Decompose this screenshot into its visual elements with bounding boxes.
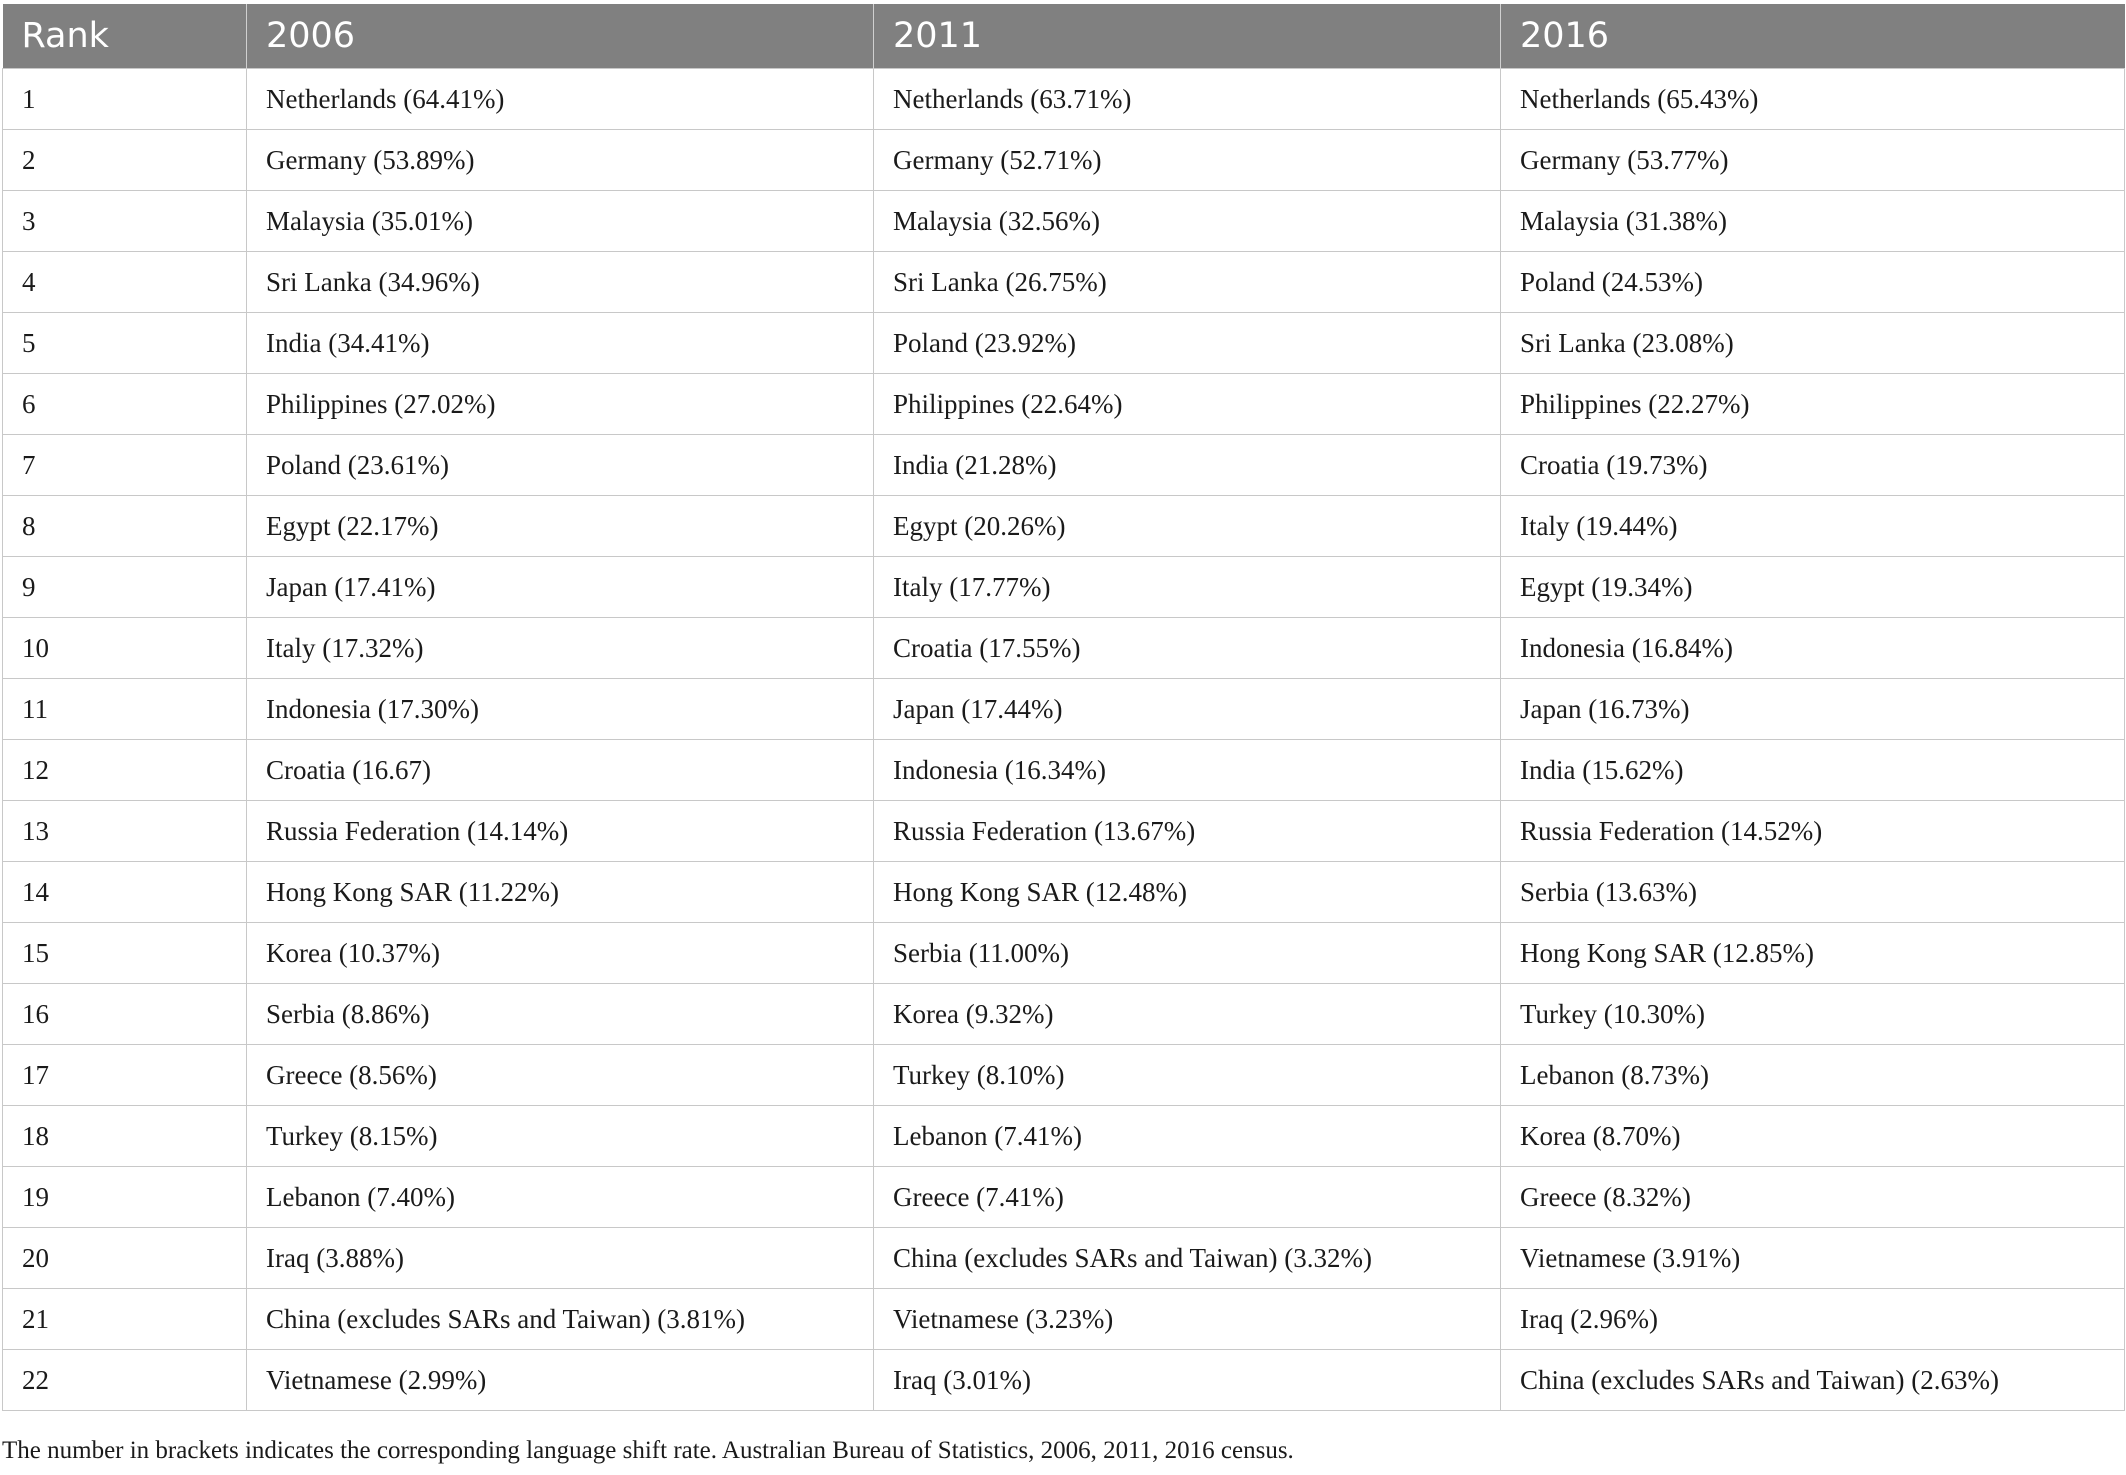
table-row [3, 374, 2125, 435]
cell-2016: Malaysia (31.38%) [1501, 191, 2125, 252]
rank-cell: 22 [3, 1350, 247, 1411]
table-row [3, 1045, 2125, 1106]
table-footnote: The number in brackets indicates the corresponding language shift rate. Australian Bureau of Statistics, 2006, 2011, 2016 census. [2, 1437, 1294, 1464]
cell-2006: Egypt (22.17%) [247, 496, 874, 557]
cell-2011: Indonesia (16.34%) [874, 740, 1501, 801]
table-row [3, 1289, 2125, 1350]
rank-cell: 21 [3, 1289, 247, 1350]
rank-cell: 20 [3, 1228, 247, 1289]
cell-2006: Lebanon (7.40%) [247, 1167, 874, 1228]
cell-2016: Philippines (22.27%) [1501, 374, 2125, 435]
rank-cell: 3 [3, 191, 247, 252]
cell-2016: Germany (53.77%) [1501, 130, 2125, 191]
table-row [3, 679, 2125, 740]
table-row [3, 557, 2125, 618]
rank-cell: 16 [3, 984, 247, 1045]
cell-2016: Hong Kong SAR (12.85%) [1501, 923, 2125, 984]
rank-cell: 18 [3, 1106, 247, 1167]
table-row [3, 130, 2125, 191]
cell-2016: Italy (19.44%) [1501, 496, 2125, 557]
cell-2011: Iraq (3.01%) [874, 1350, 1501, 1411]
rank-cell: 7 [3, 435, 247, 496]
rank-cell: 17 [3, 1045, 247, 1106]
cell-2016: India (15.62%) [1501, 740, 2125, 801]
cell-2011: Russia Federation (13.67%) [874, 801, 1501, 862]
cell-2006: Netherlands (64.41%) [247, 69, 874, 130]
cell-2016: Indonesia (16.84%) [1501, 618, 2125, 679]
cell-2006: Turkey (8.15%) [247, 1106, 874, 1167]
cell-2006: Germany (53.89%) [247, 130, 874, 191]
cell-2006: Greece (8.56%) [247, 1045, 874, 1106]
cell-2006: Sri Lanka (34.96%) [247, 252, 874, 313]
table-row [3, 496, 2125, 557]
table-row [3, 1106, 2125, 1167]
cell-2006: Russia Federation (14.14%) [247, 801, 874, 862]
cell-2016: Korea (8.70%) [1501, 1106, 2125, 1167]
cell-2016: Sri Lanka (23.08%) [1501, 313, 2125, 374]
cell-2016: Croatia (19.73%) [1501, 435, 2125, 496]
cell-2016: Iraq (2.96%) [1501, 1289, 2125, 1350]
cell-2006: Iraq (3.88%) [247, 1228, 874, 1289]
rank-cell: 9 [3, 557, 247, 618]
cell-2006: Indonesia (17.30%) [247, 679, 874, 740]
table-row [3, 1228, 2125, 1289]
cell-2011: Poland (23.92%) [874, 313, 1501, 374]
table-row [3, 69, 2125, 130]
rank-cell: 5 [3, 313, 247, 374]
header-2006: 2006 [247, 4, 874, 69]
rank-cell: 6 [3, 374, 247, 435]
rank-cell: 8 [3, 496, 247, 557]
cell-2011: Croatia (17.55%) [874, 618, 1501, 679]
table-row [3, 435, 2125, 496]
cell-2016: Greece (8.32%) [1501, 1167, 2125, 1228]
rank-cell: 12 [3, 740, 247, 801]
table-row [3, 984, 2125, 1045]
header-row [3, 4, 2125, 69]
cell-2016: Serbia (13.63%) [1501, 862, 2125, 923]
cell-2006: Philippines (27.02%) [247, 374, 874, 435]
cell-2006: Malaysia (35.01%) [247, 191, 874, 252]
cell-2011: Germany (52.71%) [874, 130, 1501, 191]
table-row [3, 618, 2125, 679]
cell-2011: Netherlands (63.71%) [874, 69, 1501, 130]
cell-2016: China (excludes SARs and Taiwan) (2.63%) [1501, 1350, 2125, 1411]
table-row [3, 1167, 2125, 1228]
cell-2006: Serbia (8.86%) [247, 984, 874, 1045]
cell-2006: Korea (10.37%) [247, 923, 874, 984]
cell-2006: Poland (23.61%) [247, 435, 874, 496]
cell-2011: Vietnamese (3.23%) [874, 1289, 1501, 1350]
cell-2006: China (excludes SARs and Taiwan) (3.81%) [247, 1289, 874, 1350]
cell-2006: Croatia (16.67) [247, 740, 874, 801]
cell-2016: Turkey (10.30%) [1501, 984, 2125, 1045]
header-2016: 2016 [1501, 4, 2125, 69]
cell-2006: Japan (17.41%) [247, 557, 874, 618]
table-body [3, 69, 2125, 1411]
header-2011: 2011 [874, 4, 1501, 69]
cell-2011: Italy (17.77%) [874, 557, 1501, 618]
language-shift-table-container [2, 4, 2124, 1411]
cell-2011: Sri Lanka (26.75%) [874, 252, 1501, 313]
cell-2011: Korea (9.32%) [874, 984, 1501, 1045]
cell-2016: Japan (16.73%) [1501, 679, 2125, 740]
rank-cell: 13 [3, 801, 247, 862]
cell-2011: Malaysia (32.56%) [874, 191, 1501, 252]
cell-2006: Vietnamese (2.99%) [247, 1350, 874, 1411]
cell-2011: Greece (7.41%) [874, 1167, 1501, 1228]
rank-cell: 15 [3, 923, 247, 984]
table-row [3, 191, 2125, 252]
rank-cell: 1 [3, 69, 247, 130]
cell-2011: Turkey (8.10%) [874, 1045, 1501, 1106]
cell-2016: Poland (24.53%) [1501, 252, 2125, 313]
cell-2011: China (excludes SARs and Taiwan) (3.32%) [874, 1228, 1501, 1289]
cell-2006: Hong Kong SAR (11.22%) [247, 862, 874, 923]
rank-cell: 2 [3, 130, 247, 191]
table-row [3, 1350, 2125, 1411]
rank-cell: 10 [3, 618, 247, 679]
header-rank: Rank [3, 4, 247, 69]
cell-2016: Egypt (19.34%) [1501, 557, 2125, 618]
cell-2016: Vietnamese (3.91%) [1501, 1228, 2125, 1289]
table-header [3, 4, 2125, 69]
table-row [3, 923, 2125, 984]
rank-cell: 14 [3, 862, 247, 923]
cell-2011: Philippines (22.64%) [874, 374, 1501, 435]
cell-2011: Serbia (11.00%) [874, 923, 1501, 984]
cell-2011: Hong Kong SAR (12.48%) [874, 862, 1501, 923]
cell-2011: India (21.28%) [874, 435, 1501, 496]
rank-cell: 19 [3, 1167, 247, 1228]
table-row [3, 801, 2125, 862]
rank-cell: 4 [3, 252, 247, 313]
table-row [3, 740, 2125, 801]
language-shift-table [2, 4, 2125, 1411]
cell-2011: Egypt (20.26%) [874, 496, 1501, 557]
cell-2006: Italy (17.32%) [247, 618, 874, 679]
table-row [3, 313, 2125, 374]
rank-cell: 11 [3, 679, 247, 740]
table-row [3, 862, 2125, 923]
cell-2016: Lebanon (8.73%) [1501, 1045, 2125, 1106]
cell-2006: India (34.41%) [247, 313, 874, 374]
cell-2011: Lebanon (7.41%) [874, 1106, 1501, 1167]
cell-2016: Netherlands (65.43%) [1501, 69, 2125, 130]
cell-2016: Russia Federation (14.52%) [1501, 801, 2125, 862]
table-row [3, 252, 2125, 313]
cell-2011: Japan (17.44%) [874, 679, 1501, 740]
